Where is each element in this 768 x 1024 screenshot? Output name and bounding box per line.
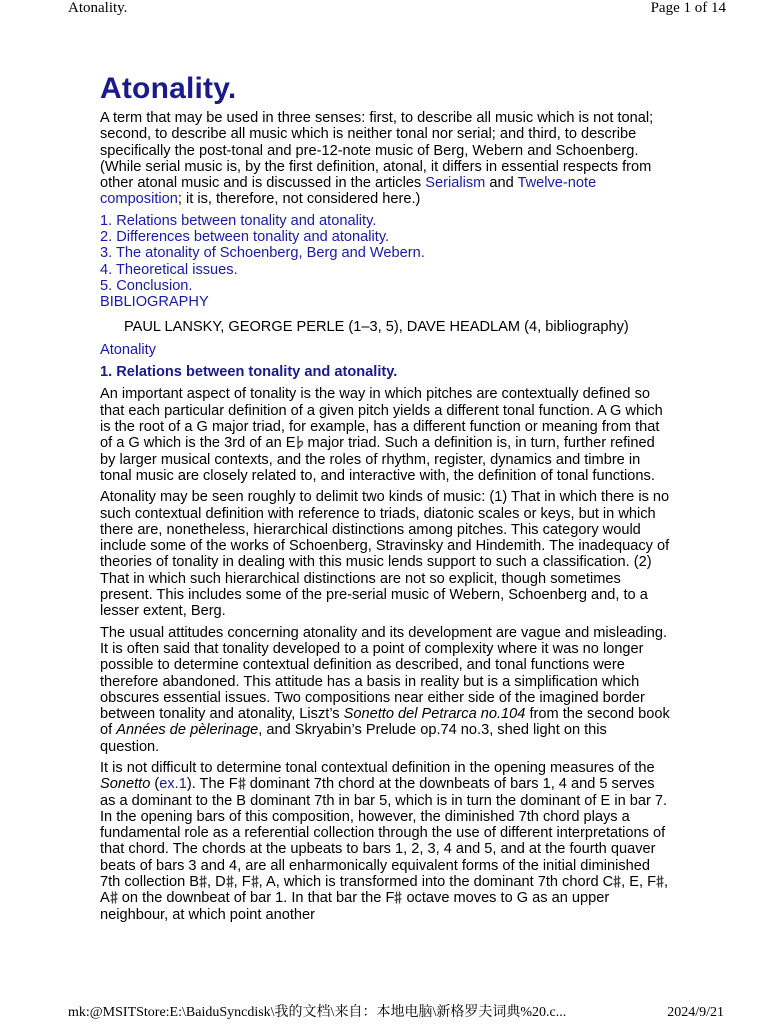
paragraph-1: An important aspect of tonality is the way in which pitches are contextually defined so that each particular definition of a given pitch yields a different tonal function. A G which is the root of a G major triad, for example, has a different function or meaning from that of a G which is the 3rd of an E major triad. Such a definition is, in turn, further refined by larger musical contexts, and the roles of rhythm, register, dynamics and timbre in tonal music are closely related to, and interactive with, the definition of tonal functions. <box>100 386 663 484</box>
article-title: Atonality. <box>100 72 237 105</box>
atonality-section-link[interactable]: Atonality <box>100 341 156 358</box>
paragraph-4: It is not difficult to determine tonal contextual definition in the opening measures of the Sonetto (ex.1). The F dominant 7th chord at the downbeats of bars 1, 4 and 5 serves as a dominant to the B dominant 7th in bar 5, which is in turn the dominant of E in bar 7. In the opening bars of this composition, however, the diminished 7th chord plays a fundamental role as a referential collection through the use of different interpretations of that chord. The chords at the upbeats to bars 1, 2, 3, 4 and 5, and at the fourth quaver beats of bars 3 and 4, are all enharmonically equivalent forms of the initial diminished 7th collection B , D , F , A, which is transformed into the dominant 7th chord C , E, F , A on the downbeat of bar 1. In that bar the F octave moves to G as an upper neighbour, at which point another <box>100 759 669 923</box>
intro-paragraph: A term that may be used in three senses: first, to describe all music which is not tonal; second, to describe all music which is neither tonal nor serial; and third, to describe specifically the post-tonal and pre-12-note music of Berg, Webern and Schoenberg. (While serial music is, by the first definition, atonal, it differs in essential respects from other atonal music and is discussed in the articles Serialism and Twelve-note composition; it is, therefore, not considered here.) <box>100 110 654 208</box>
toc-item[interactable]: 5. Conclusion. <box>100 277 193 294</box>
toc-item[interactable]: 2. Differences between tonality and atonality. <box>100 229 390 246</box>
twelve-note-composition-link[interactable]: Twelve-note composition <box>100 175 597 208</box>
header-title: Atonality. <box>68 0 128 16</box>
table-of-contents <box>100 213 670 311</box>
toc-item[interactable]: 3. The atonality of Schoenberg, Berg and Webern. <box>100 245 425 262</box>
toc-item[interactable]: 4. Theoretical issues. <box>100 261 238 278</box>
sharp-sign-icon <box>613 875 621 888</box>
sharp-sign-icon <box>199 875 207 888</box>
sharp-sign-icon <box>251 875 259 888</box>
paragraph-2: Atonality may be seen roughly to delimit two kinds of music: (1) That in which there is no such contextual definition with reference to triads, diatonic scales or keys, but in which there are, nonetheless, hierarchical distinctions among pitches. This category would include some of the works of Schoenberg, Stravinsky and Hindemith. The inadequacy of theories of tonality in dealing with this music lends support to such a classification. (2) That in which such hierarchical distinctions are not so explicit, though sometimes present. This includes some of the pre-serial music of Webern, Schoenberg and, to a lesser extent, Berg. <box>100 489 670 620</box>
sharp-sign-icon <box>110 891 118 904</box>
work-title: Années de pèlerinage <box>116 722 259 739</box>
print-header <box>0 0 768 18</box>
toc-item[interactable]: 1. Relations between tonality and atonality. <box>100 212 377 229</box>
sharp-sign-icon <box>238 777 246 790</box>
toc-item-bibliography[interactable]: BIBLIOGRAPHY <box>100 294 209 311</box>
authors-line: PAUL LANSKY, GEORGE PERLE (1–3, 5), DAVE HEADLAM (4, bibliography) <box>124 318 629 335</box>
work-title: Sonetto <box>100 776 151 793</box>
example-1-link[interactable]: ex.1 <box>159 776 187 793</box>
paragraph-3: The usual attitudes concerning atonality and its development are vague and misleading. It is often said that tonality developed to a point of complexity where it was no longer possible to determine contextual definition as described, and tonal functions were therefore abandoned. This attitude has a basis in reality but is a simplification which obscures essential issues. Two compositions near either side of the imagined border between tonality and atonality, Liszt’s Sonetto del Petrarca no.104 from the second book of Années de pèlerinage, and Skryabin’s Prelude op.74 no.3, shed light on this question. <box>100 624 670 755</box>
flat-sign-icon <box>296 436 304 449</box>
work-title: Sonetto del Petrarca no.104 <box>343 706 526 723</box>
article <box>100 70 670 928</box>
sharp-sign-icon <box>226 875 234 888</box>
file-path: mk:@MSITStore:E:\BaiduSyncdisk\我的文档\来自：本地电脑\新格罗夫词典%20.c... <box>68 1005 567 1020</box>
page-number: Page 1 of 14 <box>650 0 726 16</box>
section-heading: 1. Relations between tonality and atonality. <box>100 364 398 381</box>
sharp-sign-icon <box>656 875 664 888</box>
serialism-link[interactable]: Serialism <box>425 175 486 192</box>
print-date: 2024/9/21 <box>667 1005 724 1020</box>
